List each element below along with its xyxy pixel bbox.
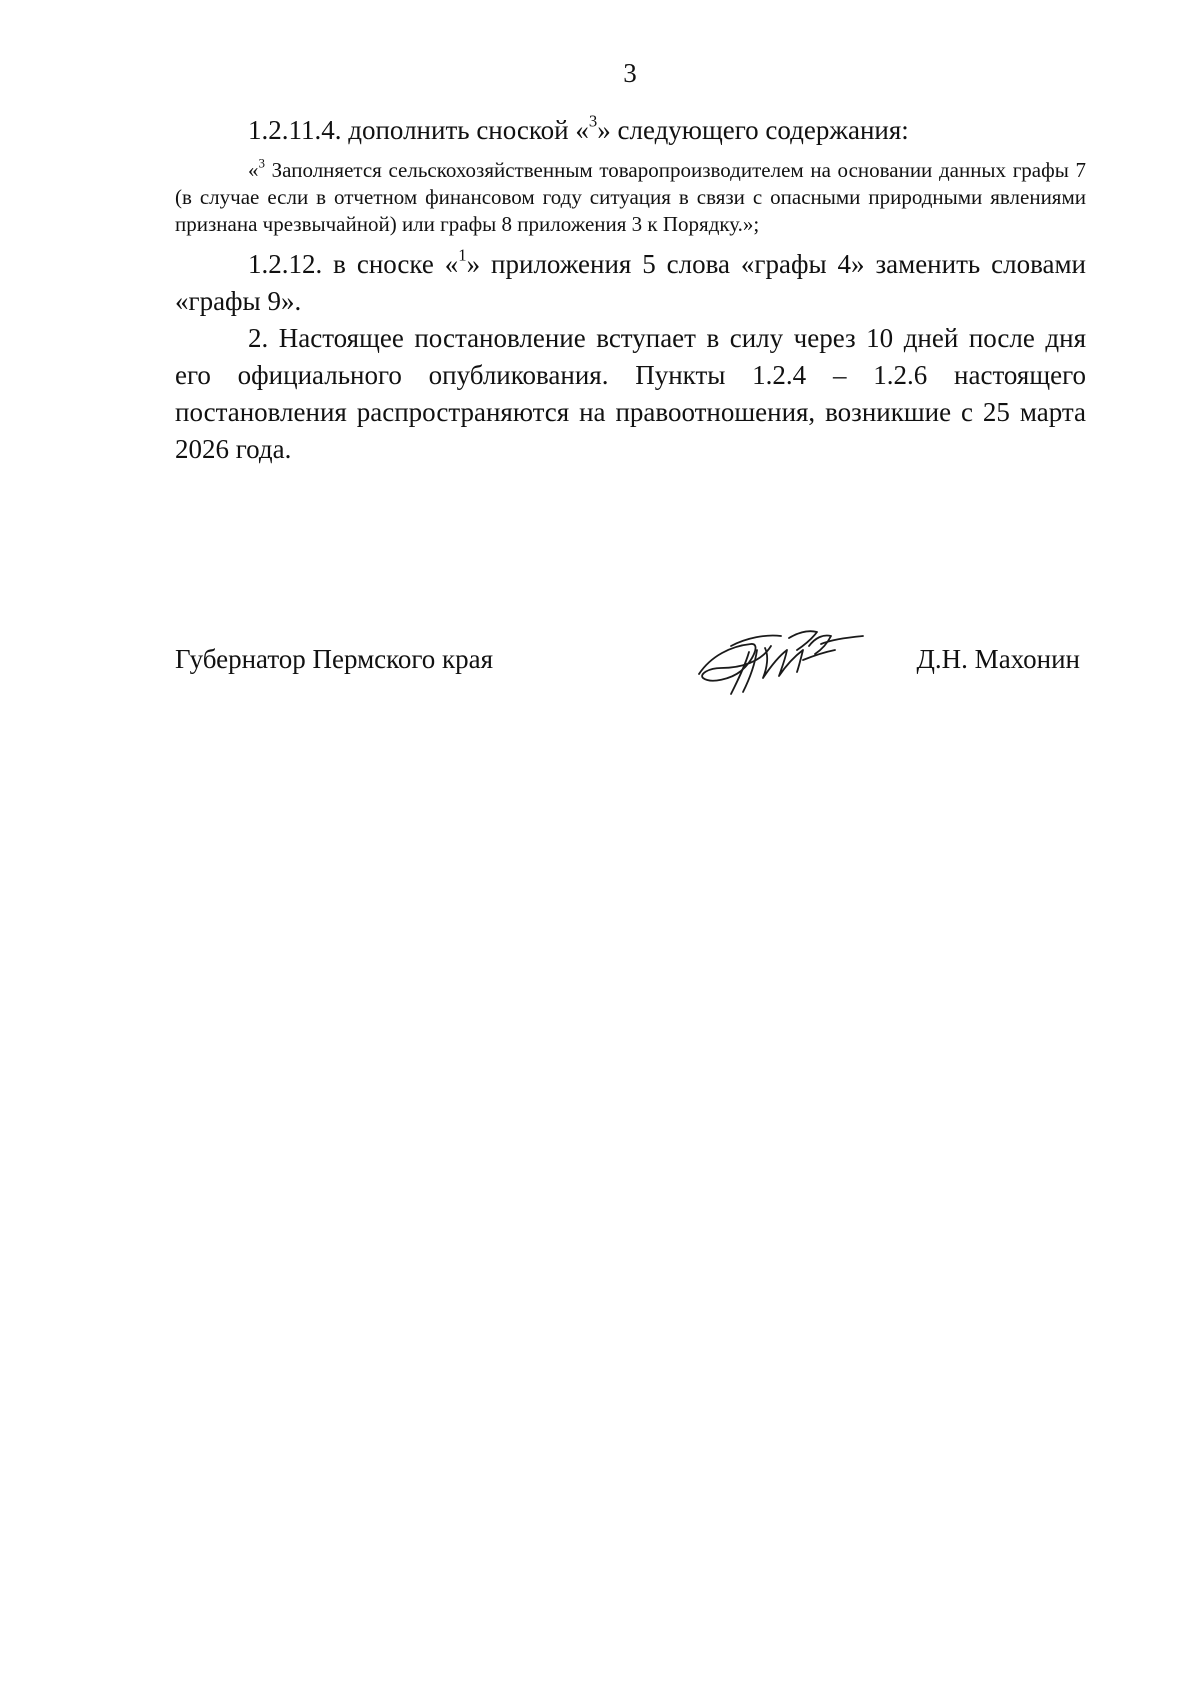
footnote-marker: 3 [588,111,598,131]
paragraph-text: 1.2.12. в сноске « [248,249,459,279]
paragraph-1-2-12 [175,246,1086,320]
paragraph-1-2-11-4 [175,112,1086,149]
document-body [175,112,1086,468]
footnote-marker: 1 [458,245,467,265]
paragraph-text: » следующего содержания: [597,115,909,145]
footnote-text-block [175,157,1086,238]
signature-block [175,640,1086,720]
paragraph-2: 2. Настоящее постановление вступает в силу через 10 дней после дня его официального опубликования. Пункты 1.2.4 – 1.2.6 настоящего постановления распространяются на правоотношения, возникшие с 25 марта 2026 года. [175,323,1086,464]
handwritten-signature [691,616,867,700]
footnote-marker: 3 [258,155,266,171]
page-number: 3 [623,58,637,88]
footnote-text: Заполняется сельскохозяйственным товаропроизводителем на основании данных графы 7 (в случае если в отчетном финансовом году ситуация в связи с опасными природными явлениями признана чрезвычайной) или графы 8 приложения 3 к Порядку.»; [175,158,1086,236]
footnote-text: « [248,158,259,182]
paragraph-text: 1.2.11.4. дополнить сноской « [248,115,589,145]
paragraph-text: » приложения 5 слова «графы 4» заменить словами «графы 9». [175,249,1086,316]
signatory-name: Д.Н. Махонин [916,644,1080,674]
signatory-position: Губернатор Пермского края [175,644,494,674]
